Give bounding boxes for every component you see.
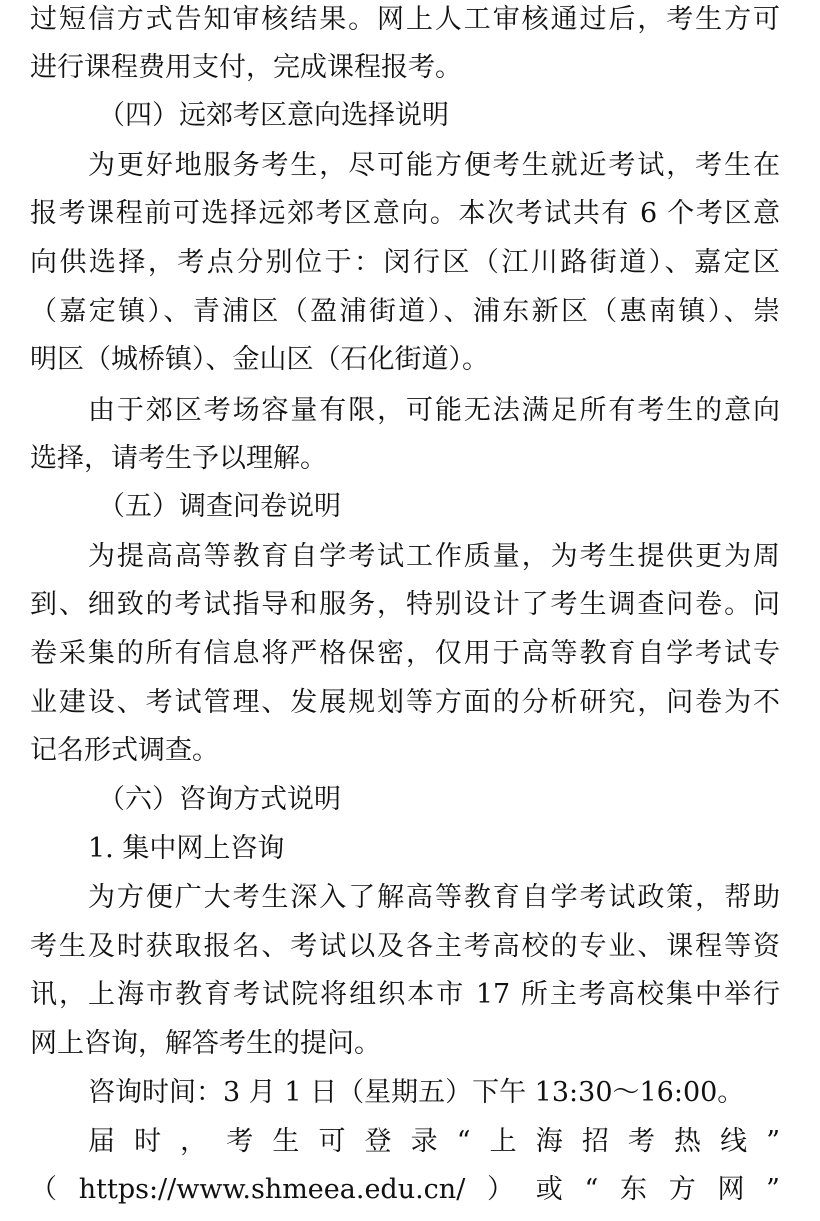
consult-time-line: 咨询时间：3 月 1 日（星期五）下午 13:30～16:00。 bbox=[88, 1077, 745, 1108]
paragraph-line: 选择，请考生予以理解。 bbox=[30, 443, 327, 474]
paragraph-line: 过短信方式告知审核结果。网上人工审核通过后，考生方可 bbox=[30, 4, 780, 35]
paragraph-line: 网上咨询，解答考生的提问。 bbox=[30, 1028, 381, 1059]
paragraph-line: 记名形式调查。 bbox=[30, 735, 219, 766]
paragraph-line: 向供选择，考点分别位于：闵行区（江川路街道）、嘉定区 bbox=[30, 247, 780, 278]
paragraph-line: 由于郊区考场容量有限，可能无法满足所有考生的意向 bbox=[88, 395, 780, 426]
paragraph-line: 进行课程费用支付，完成课程报考。 bbox=[30, 52, 462, 83]
sub-heading: 1. 集中网上咨询 bbox=[88, 833, 285, 864]
website-link-line: （https://www.shmeea.edu.cn/）或“东方网” bbox=[30, 1174, 780, 1205]
paragraph-line: 讯，上海市教育考试院将组织本市 17 所主考高校集中举行 bbox=[30, 979, 780, 1010]
paragraph-line: 报考课程前可选择远郊考区意向。本次考试共有 6 个考区意 bbox=[30, 198, 780, 229]
paragraph-line: 业建设、考试管理、发展规划等方面的分析研究，问卷为不 bbox=[30, 687, 780, 718]
paragraph-line: 为提高高等教育自学考试工作质量，为考生提供更为周 bbox=[88, 541, 780, 572]
paragraph-line: 考生及时获取报名、考试以及各主考高校的专业、课程等资 bbox=[30, 931, 780, 962]
section-heading: （六）咨询方式说明 bbox=[98, 784, 341, 815]
paragraph-line: 为方便广大考生深入了解高等教育自学考试政策，帮助 bbox=[88, 882, 780, 913]
paragraph-line: 届时，考生可登录“上海招考热线” bbox=[88, 1126, 780, 1157]
paragraph-line: 卷采集的所有信息将严格保密，仅用于高等教育自学考试专 bbox=[30, 638, 780, 669]
section-heading: （五）调查问卷说明 bbox=[98, 491, 341, 522]
paragraph-line: 为更好地服务考生，尽可能方便考生就近考试，考生在 bbox=[88, 150, 780, 181]
paragraph-line: （嘉定镇）、青浦区（盈浦街道）、浦东新区（惠南镇）、崇 bbox=[30, 296, 780, 327]
section-heading: （四）远郊考区意向选择说明 bbox=[98, 100, 449, 131]
paragraph-line: 明区（城桥镇）、金山区（石化街道）。 bbox=[30, 344, 489, 375]
paragraph-line: 到、细致的考试指导和服务，特别设计了考生调查问卷。问 bbox=[30, 589, 780, 620]
